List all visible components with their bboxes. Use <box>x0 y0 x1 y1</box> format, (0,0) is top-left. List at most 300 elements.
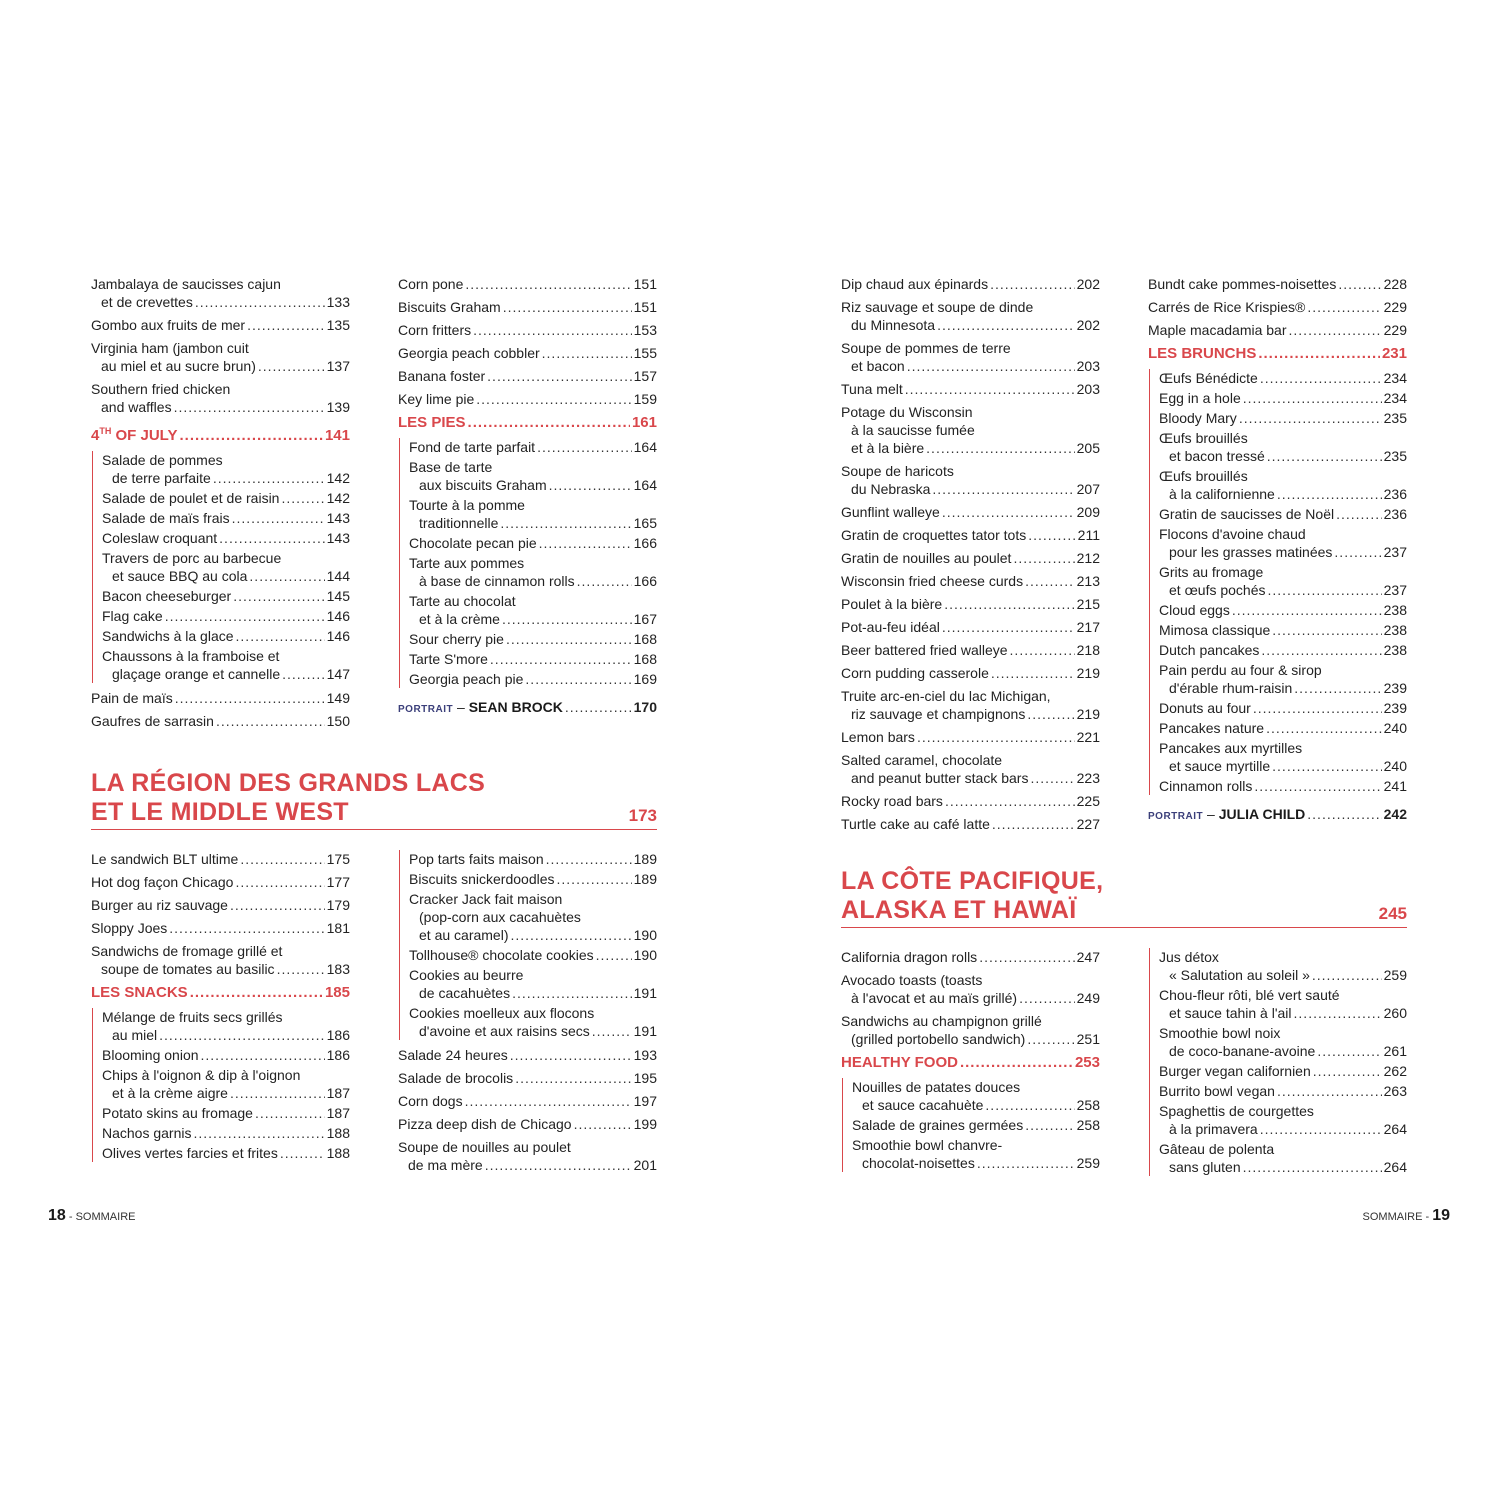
toc-entry[interactable] <box>1159 1062 1407 1080</box>
toc-entry[interactable] <box>1159 621 1407 639</box>
toc-entry[interactable] <box>852 1136 1100 1172</box>
dot-leader <box>979 948 1074 966</box>
chapter-heading-grands-lacs[interactable] <box>91 769 657 830</box>
toc-entry[interactable] <box>102 607 350 625</box>
toc-entry[interactable] <box>1159 986 1407 1022</box>
entry-page-number: 146 <box>326 628 350 644</box>
toc-entry[interactable] <box>1159 389 1407 407</box>
toc-entry[interactable] <box>102 1104 350 1122</box>
dot-leader <box>1243 1158 1382 1176</box>
entry-title-line: à la californienne <box>1169 486 1275 502</box>
entry-title-line: Potage du Wisconsin <box>841 404 973 420</box>
toc-entry[interactable] <box>1159 1082 1407 1100</box>
entry-page-number: 188 <box>326 1125 350 1141</box>
entry-title-line: et bacon tressé <box>1169 448 1265 464</box>
dot-leader <box>487 367 631 385</box>
entry-page-number: 164 <box>633 477 657 493</box>
toc-entry[interactable] <box>1159 1024 1407 1060</box>
entry-title-line: soupe de tomates au basilic <box>101 961 275 977</box>
entry-title-line: et à la crème aigre <box>112 1085 228 1101</box>
toc-entry[interactable] <box>91 873 350 891</box>
toc-entry[interactable] <box>91 850 350 868</box>
entry-title-line: Cracker Jack fait maison <box>409 891 563 907</box>
entry-title-line: Gombo aux fruits de mer <box>91 317 246 333</box>
dot-leader <box>502 610 632 628</box>
toc-entry[interactable] <box>841 751 1100 787</box>
entry-title-line: et sauce BBQ au cola <box>112 568 248 584</box>
sub-list-snacks-cont <box>399 850 657 1040</box>
toc-entry[interactable] <box>841 503 1100 521</box>
entry-page-number: 199 <box>633 1116 657 1132</box>
entry-page-number: 259 <box>1383 967 1407 983</box>
toc-entry[interactable] <box>409 458 657 494</box>
footer-label: SOMMAIRE <box>1362 1211 1423 1223</box>
toc-entry[interactable] <box>852 1078 1100 1114</box>
chapter-title: LA CÔTE PACIFIQUE, ALASKA ET HAWAÏ <box>841 867 1104 924</box>
entry-page-number: 203 <box>1076 381 1100 397</box>
toc-entry[interactable] <box>91 896 350 914</box>
toc-entry[interactable] <box>102 489 350 507</box>
entry-title-line: Georgia peach cobbler <box>398 345 540 361</box>
entry-title-line: Tarte aux pommes <box>409 555 525 571</box>
dot-leader <box>1289 321 1382 339</box>
dot-leader <box>1272 757 1381 775</box>
entry-title-line: Smoothie bowl noix <box>1159 1025 1281 1041</box>
toc-entry[interactable] <box>1159 505 1407 523</box>
toc-entry[interactable] <box>91 942 350 978</box>
toc-entry[interactable] <box>1159 409 1407 427</box>
entry-page-number: 236 <box>1383 506 1407 522</box>
toc-entry[interactable] <box>1159 719 1407 737</box>
toc-entry[interactable] <box>841 948 1100 966</box>
dot-leader <box>977 1154 1075 1172</box>
entry-title-line: Turtle cake au café latte <box>841 816 990 832</box>
toc-entry[interactable] <box>409 890 657 944</box>
toc-entry[interactable] <box>841 549 1100 567</box>
entry-title-line: Tourte à la pomme <box>409 497 525 513</box>
toc-entry[interactable] <box>841 792 1100 810</box>
dot-leader <box>942 503 1075 521</box>
toc-entry[interactable] <box>398 367 657 385</box>
toc-entry[interactable] <box>91 380 350 416</box>
toc-entry[interactable] <box>91 339 350 375</box>
entry-title-line: Chocolate pecan pie <box>409 535 537 551</box>
entry-title-line: Œufs brouillés <box>1159 430 1248 446</box>
entry-title-line: du Minnesota <box>851 317 936 333</box>
dot-leader <box>596 946 632 964</box>
toc-entry[interactable] <box>841 1012 1100 1048</box>
entry-title-line: California dragon rolls <box>841 949 978 965</box>
entry-title-line: Pot-au-feu idéal <box>841 619 940 635</box>
toc-entry[interactable] <box>841 572 1100 590</box>
entry-title-line: Blooming onion <box>102 1047 199 1063</box>
toc-entry[interactable] <box>1159 641 1407 659</box>
entry-page-number: 258 <box>1076 1117 1100 1133</box>
dot-leader <box>1312 966 1382 984</box>
dot-leader <box>546 850 632 868</box>
toc-entry[interactable] <box>102 1066 350 1102</box>
toc-entry[interactable] <box>102 529 350 547</box>
toc-entry[interactable] <box>841 380 1100 398</box>
toc-entry[interactable] <box>841 687 1100 723</box>
entry-title-line: Grits au fromage <box>1159 564 1264 580</box>
toc-entry[interactable] <box>1159 739 1407 775</box>
toc-entry[interactable] <box>91 316 350 334</box>
toc-entry[interactable] <box>409 592 657 628</box>
toc-entry[interactable] <box>841 339 1100 375</box>
entry-page-number: 164 <box>633 439 657 455</box>
entry-page-number: 221 <box>1076 729 1100 745</box>
dot-leader <box>510 926 631 944</box>
entry-page-number: 202 <box>1076 276 1100 292</box>
dot-leader <box>1010 641 1075 659</box>
toc-entry[interactable] <box>1159 369 1407 387</box>
section-4th-of-july[interactable]: 4TH OF JULY ..... 141 <box>91 421 350 446</box>
entry-page-number: 167 <box>633 611 657 627</box>
entry-page-number: 177 <box>326 874 350 890</box>
toc-entry[interactable] <box>409 850 657 868</box>
toc-entry[interactable] <box>102 587 350 605</box>
entry-page-number: 218 <box>1076 642 1100 658</box>
entry-page-number: 215 <box>1076 596 1100 612</box>
entry-title-line: Dip chaud aux épinards <box>841 276 989 292</box>
entry-title-line: glaçage orange et cannelle <box>112 666 281 682</box>
toc-entry[interactable] <box>409 946 657 964</box>
toc-entry[interactable] <box>91 275 350 311</box>
toc-entry[interactable] <box>1148 321 1407 339</box>
entry-page-number: 238 <box>1383 642 1407 658</box>
dot-leader <box>506 630 632 648</box>
toc-entry[interactable] <box>1148 298 1407 316</box>
dot-leader <box>577 572 632 590</box>
dot-leader <box>539 534 632 552</box>
toc-entry[interactable] <box>841 526 1100 544</box>
toc-entry[interactable] <box>398 390 657 408</box>
entry-page-number: 264 <box>1383 1121 1407 1137</box>
dot-leader <box>174 398 325 416</box>
entry-page-number: 228 <box>1383 276 1407 292</box>
toc-entry[interactable] <box>1148 275 1407 293</box>
dot-leader <box>1254 777 1381 795</box>
toc-entry[interactable] <box>1159 1140 1407 1176</box>
entry-title-line: Cinnamon rolls <box>1159 778 1253 794</box>
entry-page-number: 261 <box>1383 1043 1407 1059</box>
entry-page-number: 211 <box>1077 527 1100 543</box>
entry-title-line: et au caramel) <box>419 927 509 943</box>
entry-page-number: 213 <box>1076 573 1100 589</box>
dot-leader <box>240 850 324 868</box>
toc-entry[interactable] <box>398 1046 657 1064</box>
portrait-julia-child[interactable]: PORTRAIT – JULIA CHILD ..... 242 <box>1148 805 1407 826</box>
entry-title-line: Sandwichs au champignon grillé <box>841 1013 1042 1029</box>
entry-title-line: (pop-corn aux cacahuètes <box>419 909 581 925</box>
section-healthy-food[interactable]: HEALTHY FOOD ..... 253 <box>841 1053 1100 1073</box>
entry-page-number: 225 <box>1076 793 1100 809</box>
dot-leader <box>515 1069 631 1087</box>
toc-entry[interactable] <box>398 321 657 339</box>
entry-title-line: Pop tarts faits maison <box>409 851 544 867</box>
entry-title-line: Sour cherry pie <box>409 631 504 647</box>
dot-leader <box>473 321 632 339</box>
entry-title-line: Biscuits Graham <box>398 299 501 315</box>
dot-leader <box>907 357 1075 375</box>
toc-entry[interactable] <box>1159 777 1407 795</box>
entry-title-line: Tuna melt <box>841 381 903 397</box>
dot-leader <box>159 1026 325 1044</box>
toc-entry[interactable] <box>102 647 350 683</box>
toc-entry[interactable] <box>398 1092 657 1110</box>
entry-title-line: Virginia ham (jambon cuit <box>91 340 249 356</box>
entry-page-number: 189 <box>633 871 657 887</box>
toc-entry[interactable] <box>841 664 1100 682</box>
entry-title-line: « Salutation au soleil » <box>1169 967 1310 983</box>
toc-entry[interactable] <box>398 1115 657 1133</box>
entry-page-number: 168 <box>633 651 657 667</box>
toc-entry[interactable] <box>1159 601 1407 619</box>
entry-page-number: 235 <box>1383 410 1407 426</box>
entry-page-number: 238 <box>1383 602 1407 618</box>
entry-page-number: 240 <box>1383 720 1407 736</box>
entry-page-number: 236 <box>1383 486 1407 502</box>
dot-leader <box>216 712 325 730</box>
dot-leader <box>282 665 325 683</box>
toc-entry[interactable] <box>841 298 1100 334</box>
toc-entry[interactable] <box>91 712 350 730</box>
chapter-heading-cote-pacifique[interactable] <box>841 867 1407 928</box>
toc-entry[interactable] <box>398 344 657 362</box>
entry-page-number: 166 <box>633 535 657 551</box>
dot-leader <box>525 670 631 688</box>
entry-title-line: Corn pone <box>398 276 464 292</box>
dot-leader <box>1272 621 1381 639</box>
section-title: 4TH OF JULY <box>91 426 178 444</box>
dot-leader <box>194 1124 325 1142</box>
entry-page-number: 149 <box>326 690 350 706</box>
entry-page-number: 146 <box>326 608 350 624</box>
dot-leader <box>195 293 325 311</box>
toc-entry[interactable] <box>841 728 1100 746</box>
entry-title-line: Salade de graines germées <box>852 1117 1024 1133</box>
entry-page-number: 191 <box>633 1023 657 1039</box>
toc-entry[interactable] <box>409 670 657 688</box>
dot-leader <box>1261 641 1381 659</box>
entry-title-line: Burger au riz sauvage <box>91 897 228 913</box>
toc-col4-bottom <box>1148 948 1407 1182</box>
dot-leader <box>476 390 631 408</box>
dot-leader <box>1243 389 1382 407</box>
dot-leader <box>1266 719 1382 737</box>
section-les-snacks[interactable]: LES SNACKS ..... 185 <box>91 983 350 1003</box>
entry-title-line: Chips à l'oignon & dip à l'oignon <box>102 1067 301 1083</box>
entry-title-line: pour les grasses matinées <box>1169 544 1333 560</box>
dot-leader <box>1025 1116 1074 1134</box>
entry-title-line: chocolat-noisettes <box>862 1155 975 1171</box>
toc-entry[interactable] <box>409 650 657 668</box>
dot-leader <box>249 567 324 585</box>
toc-entry[interactable] <box>1159 699 1407 717</box>
entry-title-line: Corn fritters <box>398 322 472 338</box>
toc-entry[interactable] <box>409 534 657 552</box>
dot-leader <box>1027 705 1074 723</box>
dot-leader <box>1338 275 1381 293</box>
entry-title-line: Bloody Mary <box>1159 410 1237 426</box>
dot-leader <box>1028 526 1075 544</box>
toc-entry[interactable] <box>91 919 350 937</box>
toc-entry[interactable] <box>102 627 350 645</box>
entry-page-number: 159 <box>633 391 657 407</box>
entry-title-line: Sloppy Joes <box>91 920 168 936</box>
dot-leader <box>219 529 324 547</box>
entry-title-line: Lemon bars <box>841 729 915 745</box>
dot-leader <box>1307 298 1381 316</box>
entry-page-number: 181 <box>326 920 350 936</box>
entry-title-line: Fond de tarte parfait <box>409 439 536 455</box>
entry-page-number: 212 <box>1076 550 1100 566</box>
entry-title-line: Soupe de haricots <box>841 463 954 479</box>
dot-leader <box>465 1092 632 1110</box>
entry-title-line: aux biscuits Graham <box>419 477 547 493</box>
entry-page-number: 183 <box>326 961 350 977</box>
entry-page-number: 147 <box>326 666 350 682</box>
entry-page-number: 223 <box>1076 770 1100 786</box>
toc-entry[interactable] <box>1159 563 1407 599</box>
footer-left: 18 - SOMMAIRE <box>48 1207 136 1224</box>
entry-page-number: 150 <box>326 713 350 729</box>
toc-entry[interactable] <box>398 1138 657 1174</box>
toc-entry[interactable] <box>409 438 657 456</box>
dot-leader <box>991 664 1075 682</box>
entry-page-number: 133 <box>326 294 350 310</box>
toc-entry[interactable] <box>102 1124 350 1142</box>
dot-leader <box>230 1084 325 1102</box>
entry-title-line: Potato skins au fromage <box>102 1105 253 1121</box>
entry-title-line: Hot dog façon Chicago <box>91 874 234 890</box>
entry-title-line: Travers de porc au barbecue <box>102 550 282 566</box>
entry-title-line: Mélange de fruits secs grillés <box>102 1009 283 1025</box>
entry-page-number: 202 <box>1076 317 1100 333</box>
toc-entry[interactable] <box>409 496 657 532</box>
sub-list-healthy-cont <box>1149 948 1407 1176</box>
entry-title-line: Burger vegan californien <box>1159 1063 1311 1079</box>
dot-leader <box>917 728 1075 746</box>
entry-title-line: Poulet à la bière <box>841 596 943 612</box>
toc-entry[interactable] <box>841 618 1100 636</box>
toc-entry[interactable] <box>409 966 657 1002</box>
toc-entry[interactable] <box>841 971 1100 1007</box>
entry-page-number: 179 <box>326 897 350 913</box>
chapter-title: LA RÉGION DES GRANDS LACS ET LE MIDDLE WEST <box>91 769 486 826</box>
entry-title-line: Base de tarte <box>409 459 493 475</box>
section-les-pies[interactable]: LES PIES ..... 161 <box>398 413 657 433</box>
dot-leader <box>235 873 324 891</box>
toc-col2-top <box>398 275 657 719</box>
toc-entry[interactable] <box>841 595 1100 613</box>
dot-leader <box>549 476 632 494</box>
toc-entry[interactable] <box>841 462 1100 498</box>
entry-page-number: 262 <box>1383 1063 1407 1079</box>
entry-title-line: Rocky road bars <box>841 793 943 809</box>
toc-entry[interactable] <box>841 641 1100 659</box>
entry-page-number: 190 <box>633 947 657 963</box>
entry-page-number: 165 <box>633 515 657 531</box>
toc-entry[interactable] <box>102 549 350 585</box>
toc-entry[interactable] <box>1159 525 1407 561</box>
dot-leader <box>944 595 1074 613</box>
entry-page-number: 234 <box>1383 390 1407 406</box>
entry-title-line: Bundt cake pommes-noisettes <box>1148 276 1337 292</box>
entry-page-number: 186 <box>326 1047 350 1063</box>
entry-page-number: 168 <box>633 631 657 647</box>
dot-leader <box>574 1115 632 1133</box>
toc-entry[interactable] <box>409 870 657 888</box>
toc-entry[interactable] <box>91 689 350 707</box>
entry-title-line: Wisconsin fried cheese curds <box>841 573 1024 589</box>
dot-leader <box>1260 1120 1382 1138</box>
toc-entry[interactable] <box>102 1144 350 1162</box>
entry-page-number: 259 <box>1076 1155 1100 1171</box>
entry-page-number: 193 <box>633 1047 657 1063</box>
toc-entry[interactable] <box>1159 661 1407 697</box>
toc-entry[interactable] <box>102 509 350 527</box>
toc-entry[interactable] <box>1159 429 1407 465</box>
entry-title-line: et sauce tahin à l'ail <box>1169 1005 1292 1021</box>
toc-entry[interactable] <box>102 1046 350 1064</box>
toc-entry[interactable] <box>1159 948 1407 984</box>
entry-title-line: d'érable rhum-raisin <box>1169 680 1293 696</box>
entry-page-number: 251 <box>1076 1031 1100 1047</box>
toc-entry[interactable] <box>409 554 657 590</box>
toc-entry[interactable] <box>1159 1102 1407 1138</box>
entry-page-number: 187 <box>326 1105 350 1121</box>
toc-entry[interactable] <box>398 298 657 316</box>
entry-title-line: Tarte au chocolat <box>409 593 516 609</box>
entry-title-line: Nachos garnis <box>102 1125 192 1141</box>
entry-title-line: Mimosa classique <box>1159 622 1271 638</box>
entry-title-line: Chaussons à la framboise et <box>102 648 280 664</box>
entry-page-number: 151 <box>633 276 657 292</box>
entry-title-line: Georgia peach pie <box>409 671 524 687</box>
toc-entry[interactable] <box>841 403 1100 457</box>
toc-entry[interactable] <box>102 451 350 487</box>
toc-entry[interactable] <box>398 1069 657 1087</box>
dot-leader <box>233 587 324 605</box>
entry-page-number: 188 <box>326 1145 350 1161</box>
entry-page-number: 258 <box>1076 1097 1100 1113</box>
entry-page-number: 142 <box>326 490 350 506</box>
entry-title-line: traditionnelle <box>419 515 499 531</box>
entry-title-line: Gratin de saucisses de Noël <box>1159 506 1335 522</box>
entry-title-line: Sandwichs à la glace <box>102 628 234 644</box>
entry-page-number: 153 <box>633 322 657 338</box>
toc-entry[interactable] <box>841 275 1100 293</box>
toc-entry[interactable] <box>852 1116 1100 1134</box>
toc-entry[interactable] <box>409 630 657 648</box>
entry-title-line: Soupe de nouilles au poulet <box>398 1139 571 1155</box>
section-les-brunchs[interactable]: LES BRUNCHS ..... 231 <box>1148 344 1407 364</box>
portrait-sean-brock[interactable]: PORTRAIT – SEAN BROCK ..... 170 <box>398 698 657 719</box>
entry-page-number: 189 <box>633 851 657 867</box>
toc-entry[interactable] <box>841 815 1100 833</box>
dot-leader <box>557 870 632 888</box>
entry-page-number: 201 <box>633 1157 657 1173</box>
toc-entry[interactable] <box>409 1004 657 1040</box>
entry-title-line: Salade de maïs frais <box>102 510 230 526</box>
dot-leader <box>926 439 1074 457</box>
toc-entry[interactable] <box>102 1008 350 1044</box>
entry-title-line: riz sauvage et champignons <box>851 706 1026 722</box>
toc-entry[interactable] <box>1159 467 1407 503</box>
toc-entry[interactable] <box>398 275 657 293</box>
